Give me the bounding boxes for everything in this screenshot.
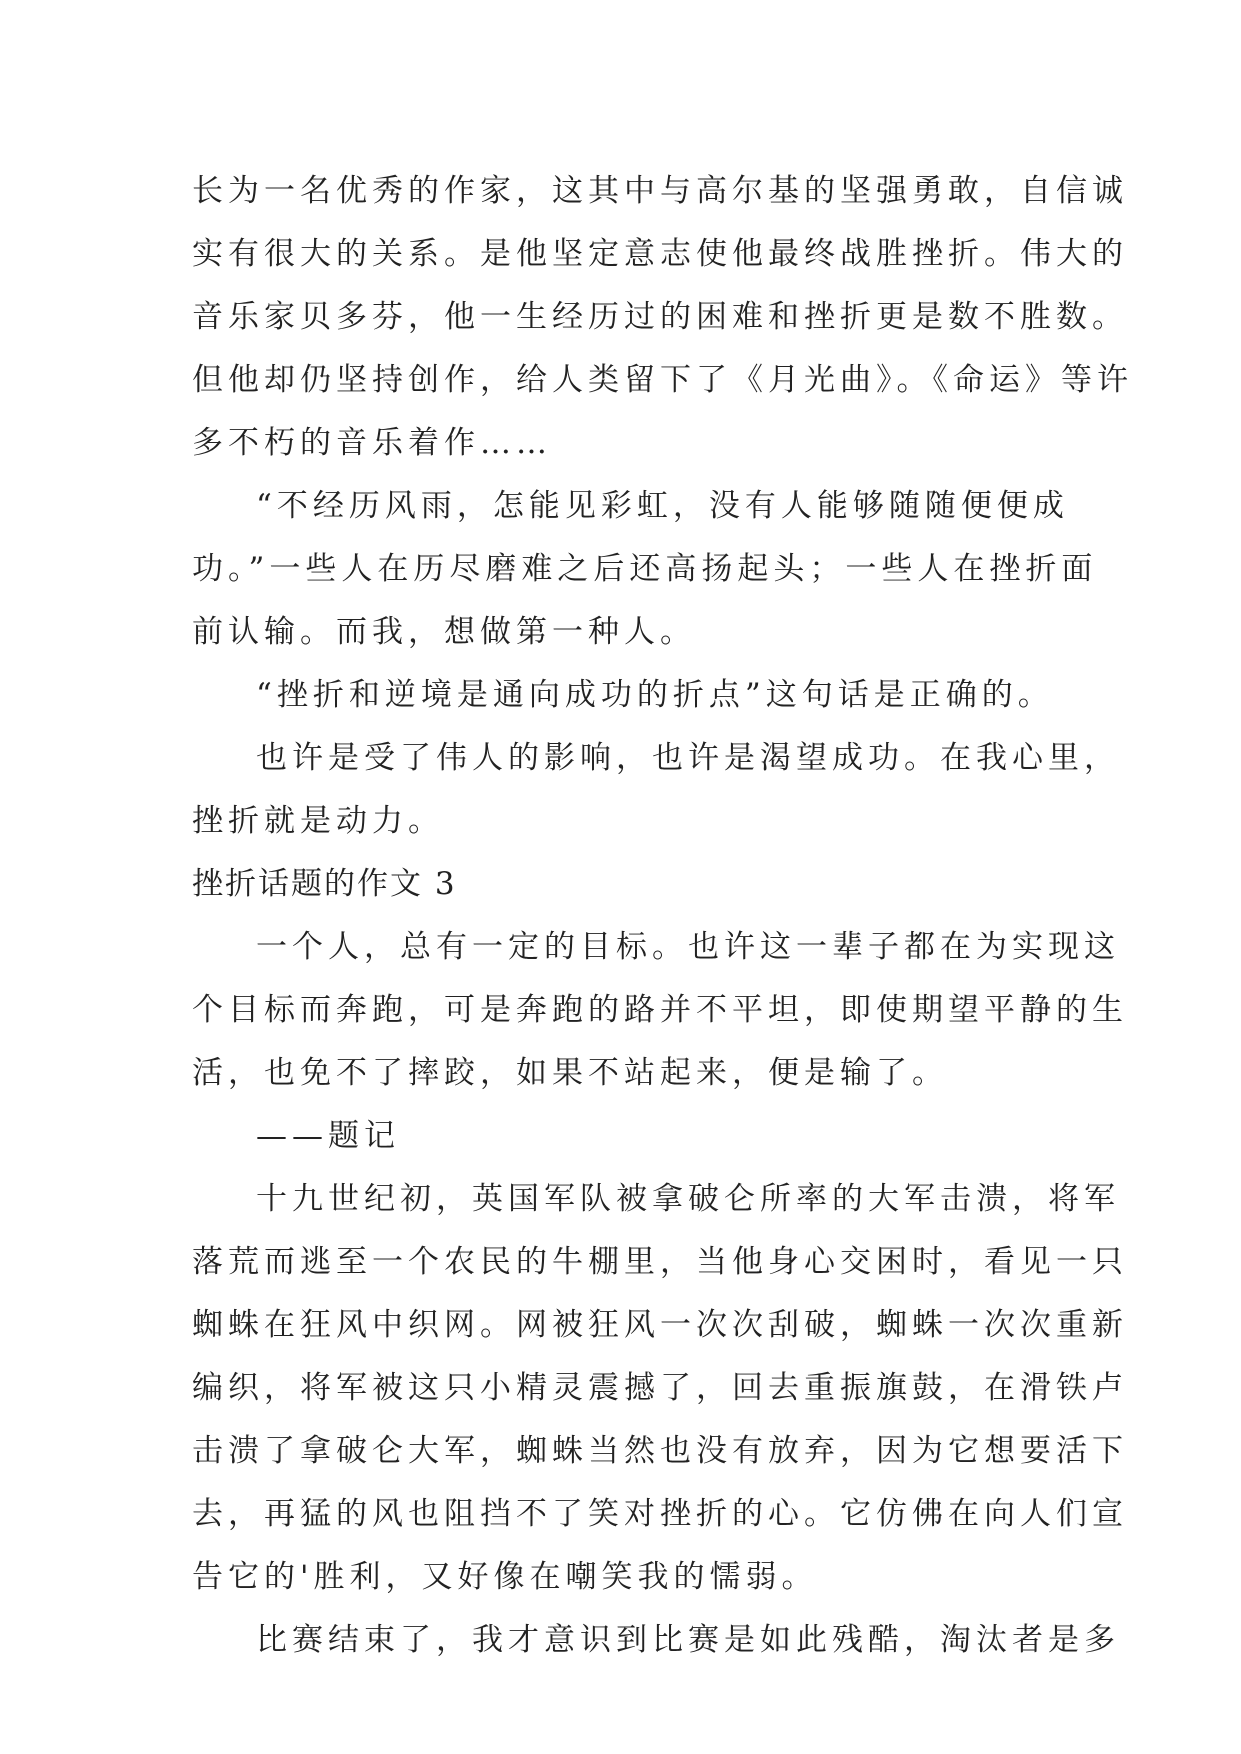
paragraph-line: 蜘蛛在狂风中织网。网被狂风一次次刮破，蜘蛛一次次重新 [192, 1307, 1128, 1343]
paragraph-line: 去，再猛的风也阻挡不了笑对挫折的心。它仿佛在向人们宣 [192, 1496, 1128, 1532]
paragraph-line: 但他却仍坚持创作，给人类留下了《月光曲》。《命运》等许 [192, 362, 1133, 398]
paragraph-line: 告它的'胜利，又好像在嘲笑我的懦弱。 [192, 1559, 818, 1595]
paragraph-line: 个目标而奔跑，可是奔跑的路并不平坦，即使期望平静的生 [192, 992, 1128, 1028]
paragraph-line: 多不朽的音乐着作…… [192, 425, 552, 461]
paragraph-line: 音乐家贝多芬，他一生经历过的困难和挫折更是数不胜数。 [192, 299, 1128, 335]
section-heading: 挫折话题的作文 3 [192, 866, 457, 902]
paragraph-line: “不经历风雨，怎能见彩虹，没有人能够随随便便成 [256, 488, 1069, 524]
paragraph-line: 活，也免不了摔跤，如果不站起来，便是输了。 [192, 1055, 948, 1091]
paragraph-line: “挫折和逆境是通向成功的折点”这句话是正确的。 [256, 677, 1054, 713]
paragraph-line: 长为一名优秀的作家，这其中与高尔基的坚强勇敢，自信诚 [192, 173, 1128, 209]
epigraph-attribution: ——题记 [256, 1118, 400, 1154]
paragraph-line: 十九世纪初，英国军队被拿破仑所率的大军击溃，将军 [256, 1181, 1120, 1217]
paragraph-line: 编织，将军被这只小精灵震撼了，回去重振旗鼓，在滑铁卢 [192, 1370, 1128, 1406]
paragraph-line: 实有很大的关系。是他坚定意志使他最终战胜挫折。伟大的 [192, 236, 1128, 272]
paragraph-line: 击溃了拿破仑大军，蜘蛛当然也没有放弃，因为它想要活下 [192, 1433, 1128, 1469]
paragraph-line: 前认输。而我，想做第一种人。 [192, 614, 696, 650]
document-page [192, 160, 1133, 1672]
paragraph-line: 挫折就是动力。 [192, 803, 444, 839]
paragraph-line: 落荒而逃至一个农民的牛棚里，当他身心交困时，看见一只 [192, 1244, 1128, 1280]
paragraph-line: 一个人，总有一定的目标。也许这一辈子都在为实现这 [256, 929, 1120, 965]
paragraph-line: 也许是受了伟人的影响，也许是渴望成功。在我心里， [256, 740, 1120, 776]
paragraph-line: 功。”一些人在历尽磨难之后还高扬起头；一些人在挫折面 [192, 551, 1098, 587]
paragraph-line: 比赛结束了，我才意识到比赛是如此残酷，淘汰者是多 [256, 1622, 1120, 1658]
